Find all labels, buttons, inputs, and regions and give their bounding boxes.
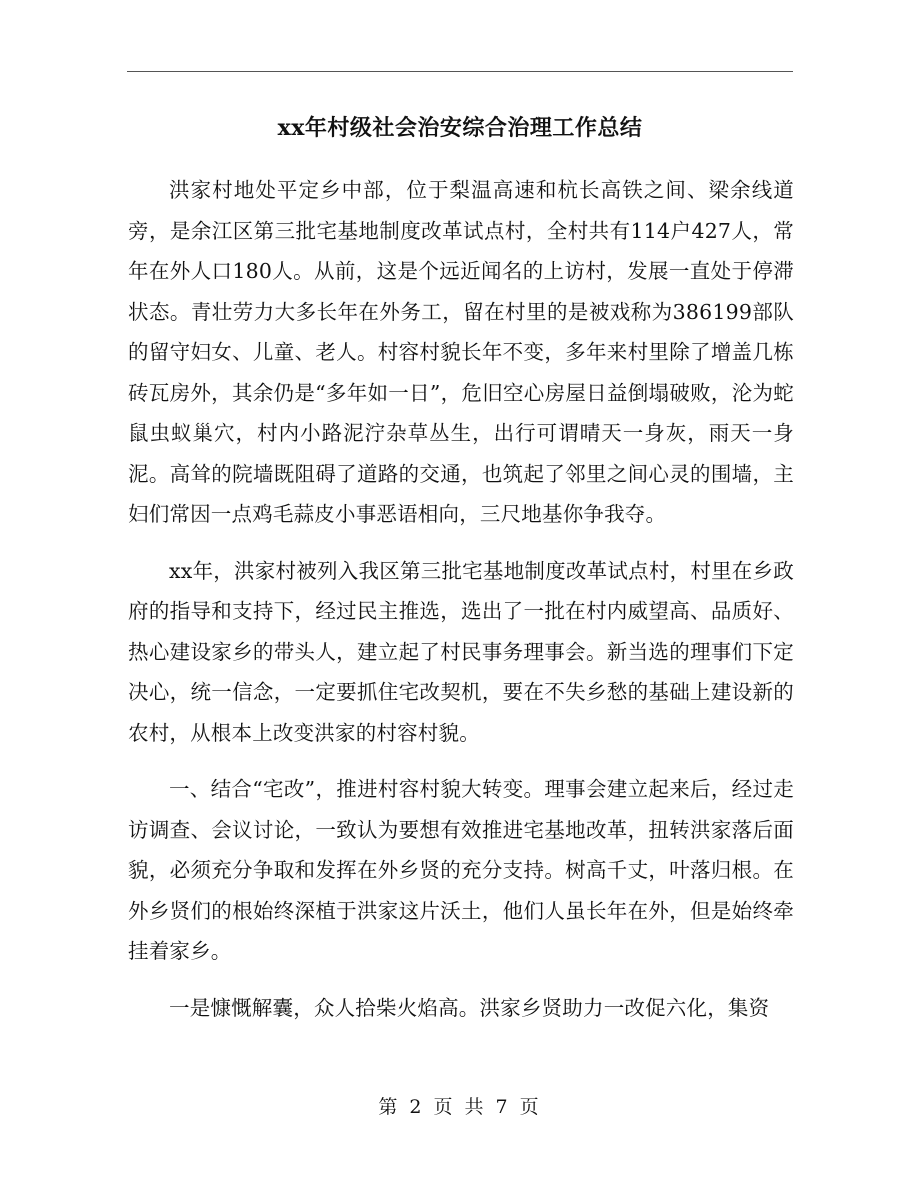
paragraph-2: xx年，洪家村被列入我区第三批宅基地制度改革试点村，村里在乡政府的指导和支持下，经过民主推选，选出了一批在村内威望高、品质好、热心建设家乡的带头人，建立起了村民事务理事会。新当选的理事们下定决心，统一信念，一定要抓住宅改契机，要在不失乡愁的基础上建设新的农村，从根本上改变洪家的村容村貌。 [128, 558, 794, 745]
paragraph-4: 一是慷慨解囊，众人拾柴火焰高。洪家乡贤助力一改促六化，集资 [169, 995, 770, 1020]
document-body [128, 170, 794, 1028]
document-title: xx年村级社会治安综合治理工作总结 [277, 115, 643, 141]
page-footer: 第 2 页 共 7 页 [378, 1096, 542, 1118]
paragraph-1: 洪家村地处平定乡中部，位于梨温高速和杭长高铁之间、梁余线道旁，是余江区第三批宅基地制度改革试点村，全村共有114户427人，常年在外人口180人。从前，这是个远近闻名的上访村，发展一直处于停滞状态。青壮劳力大多长年在外务工，留在村里的是被戏称为386199部队的留守妇女、儿童、老人。村容村貌长年不变，多年来村里除了增盖几栋砖瓦房外，其余仍是“多年如一日”，危旧空心房屋日益倒塌破败，沦为蛇鼠虫蚁巢穴，村内小路泥泞杂草丛生，出行可谓晴天一身灰，雨天一身泥。高耸的院墙既阻碍了道路的交通，也筑起了邻里之间心灵的围墙，主妇们常因一点鸡毛蒜皮小事恶语相向，三尺地基你争我夺。 [128, 178, 794, 526]
paragraph-3: 一、结合“宅改”，推进村容村貌大转变。理事会建立起来后，经过走访调查、会议讨论，一致认为要想有效推进宅基地改革，扭转洪家落后面貌，必须充分争取和发挥在外乡贤的充分支持。树高千丈，叶落归根。在外乡贤们的根始终深植于洪家这片沃土，他们人虽长年在外，但是始终牵挂着家乡。 [128, 777, 794, 963]
header-rule [127, 71, 793, 72]
